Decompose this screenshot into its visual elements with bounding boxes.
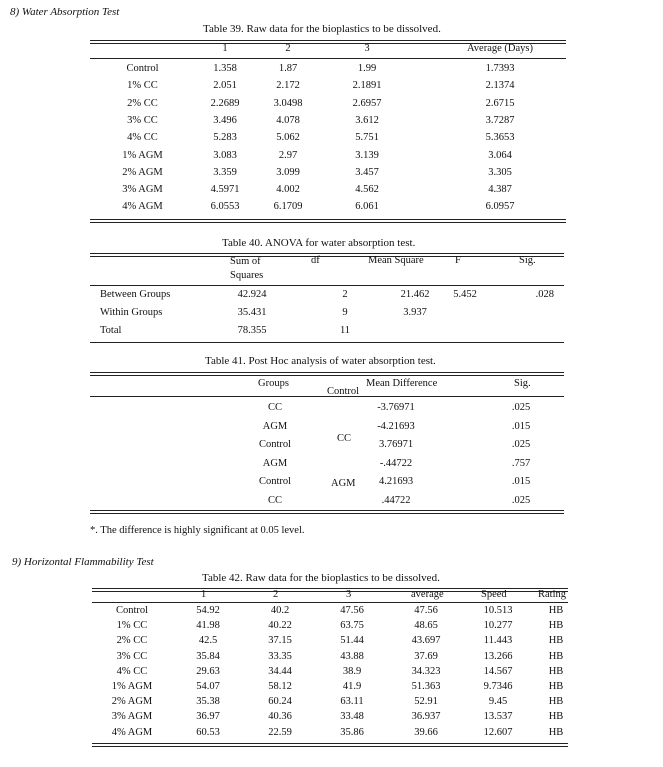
table-41-top-rule: [90, 372, 564, 376]
table-42: [92, 603, 568, 740]
table-42-cell: 63.11: [340, 696, 364, 708]
table-41-row: [90, 492, 564, 511]
table-41-group-label-agm: AGM: [331, 478, 356, 489]
table-42-header-2: 2: [273, 589, 279, 600]
table-42-cell: HB: [548, 620, 564, 632]
table-42-cell: 60.24: [268, 696, 292, 708]
table-40-caption: Table 40. ANOVA for water absorption test.: [222, 237, 416, 249]
table-42-row: [92, 709, 568, 724]
table-40-header-sig: Sig.: [519, 255, 536, 266]
table-42-cell: 4% CC: [116, 665, 148, 677]
table-41-cell: .015: [511, 420, 531, 432]
table-39-cell: 2.2689: [210, 97, 240, 109]
table-39-row: [90, 198, 566, 215]
table-42-cell: 40.36: [268, 711, 292, 723]
table-42-cell: 51.363: [411, 681, 441, 692]
table-39-header-rule: [90, 58, 566, 59]
table-42-cell: 35.38: [196, 696, 220, 708]
table-39-cell: 1.7393: [485, 63, 515, 74]
table-42-cell: 43.697: [411, 635, 441, 647]
table-42-cell: 54.92: [196, 605, 220, 616]
table-39-cell: 4% CC: [127, 132, 158, 144]
table-41-cell: .015: [511, 476, 531, 488]
table-42-cell: 33.35: [268, 650, 292, 662]
table-42-cell: 58.12: [268, 681, 292, 692]
table-40-cell: 9: [342, 307, 348, 318]
table-42-row: [92, 618, 568, 633]
table-39-cell: 4.387: [488, 184, 512, 196]
table-42-cell: 36.937: [411, 711, 441, 723]
table-41-cell: AGM: [262, 420, 288, 432]
table-39-cell: 5.3653: [485, 132, 515, 144]
table-42-cell: 13.537: [483, 711, 513, 723]
table-39-row: [90, 112, 566, 129]
table-39-row: [90, 129, 566, 146]
table-42-header-average: average: [411, 589, 444, 600]
table-42-cell: HB: [548, 711, 564, 723]
table-39-header-2: 2: [285, 43, 291, 54]
table-41-cell: CC: [267, 495, 282, 506]
table-41-cell: .025: [511, 439, 531, 451]
table-39-cell: 6.1709: [273, 201, 303, 213]
table-40-cell: 42.924: [237, 289, 267, 300]
table-39-cell: 6.061: [355, 201, 379, 213]
table-40-header-sum: [230, 255, 263, 283]
table-39-cell: 4.5971: [210, 184, 240, 196]
table-40-header-sum-line2: Squares: [230, 270, 264, 281]
table-40-cell: Between Groups: [100, 289, 171, 300]
table-39-cell: 5.751: [355, 132, 379, 144]
table-42-cell: HB: [548, 726, 564, 738]
table-42-cell: 37.15: [268, 635, 292, 647]
table-42-cell: 36.97: [196, 711, 220, 723]
table-42-cell: 2% AGM: [111, 696, 153, 708]
table-40-cell: Total: [100, 325, 122, 336]
table-40-cell: 2: [342, 289, 348, 300]
table-42-cell: 47.56: [414, 605, 438, 616]
table-42-cell: 60.53: [196, 726, 220, 738]
table-41-cell: -3.76971: [377, 402, 415, 413]
table-39-cell: 4.562: [355, 184, 379, 196]
table-39-header-3: 3: [364, 43, 370, 54]
table-39-row: [90, 77, 566, 94]
table-39-caption: Table 39. Raw data for the bioplastics to be dissolved.: [203, 23, 441, 35]
table-41-row: [90, 418, 564, 437]
table-40-cell: 78.355: [237, 325, 267, 336]
table-39-row: [90, 95, 566, 112]
table-42-cell: 40.22: [268, 620, 292, 632]
table-42-bottom-rule: [92, 743, 568, 747]
table-39-cell: 6.0553: [210, 201, 240, 213]
table-39-cell: 3% CC: [127, 114, 158, 126]
table-39-cell: 5.062: [276, 132, 300, 144]
table-41-row: [90, 399, 564, 418]
table-39-cell: 3.083: [213, 149, 237, 161]
table-39: [90, 44, 566, 224]
table-42-cell: 52.91: [414, 696, 438, 708]
table-41-bottom-rule: [90, 510, 564, 514]
table-39-cell: 5.283: [213, 132, 237, 144]
table-42-cell: 33.48: [340, 711, 364, 723]
table-42-cell: 10.513: [483, 605, 513, 616]
table-42-cell: 35.84: [196, 650, 220, 662]
table-42-header-1: 1: [201, 589, 207, 600]
table-41-cell: .44722: [381, 495, 411, 506]
table-41-cell: AGM: [262, 457, 288, 469]
table-40-cell: 35.431: [237, 307, 267, 318]
table-39-cell: 2% CC: [127, 97, 158, 109]
table-40-row: [90, 286, 564, 304]
table-42-cell: 3% AGM: [111, 711, 153, 723]
table-42-header-3: 3: [346, 589, 352, 600]
table-42-cell: 22.59: [268, 726, 292, 738]
table-41-cell: Control: [258, 439, 292, 451]
table-39-cell: 2.6715: [485, 97, 515, 109]
table-42-cell: 29.63: [196, 665, 220, 677]
table-42-cell: HB: [548, 681, 564, 692]
table-39-header-average: Average (Days): [467, 43, 533, 54]
table-42-cell: HB: [548, 635, 564, 647]
table-42-cell: 47.56: [340, 605, 364, 616]
table-39-cell: 2.6957: [352, 97, 382, 109]
table-39-cell: 3.496: [213, 114, 237, 126]
table-42-cell: 40.2: [270, 605, 290, 616]
table-42-cell: 63.75: [340, 620, 364, 632]
table-39-cell: 1.87: [278, 63, 298, 74]
table-42-cell: 12.607: [483, 726, 513, 738]
table-40-row: [90, 322, 564, 340]
table-39-cell: 3.064: [488, 149, 512, 161]
table-39-row: [90, 147, 566, 164]
table-41: [90, 399, 564, 513]
table-42-row: [92, 603, 568, 618]
table-40-header-mean-square: Mean Square: [368, 255, 424, 266]
table-42-cell: 9.45: [488, 696, 508, 708]
table-41-cell: -4.21693: [377, 420, 415, 432]
table-39-cell: 2.1374: [485, 80, 515, 92]
table-39-row: [90, 164, 566, 181]
table-42-cell: 41.98: [196, 620, 220, 632]
table-42-cell: 38.9: [342, 665, 362, 677]
table-40-bottom-rule: [90, 342, 564, 343]
table-42-cell: 4% AGM: [111, 726, 153, 738]
table-42-cell: 11.443: [483, 635, 513, 647]
table-39-cell: 4.002: [276, 184, 300, 196]
table-42-cell: HB: [548, 605, 564, 616]
table-41-cell: .757: [511, 457, 531, 469]
table-39-cell: 3.099: [276, 166, 300, 178]
table-39-cell: 2.051: [213, 80, 237, 92]
table-41-cell: Control: [258, 476, 292, 488]
table-42-cell: Control: [115, 605, 149, 616]
table-41-row: [90, 473, 564, 492]
table-39-cell: 1% AGM: [122, 149, 163, 161]
table-42-cell: 13.266: [483, 650, 513, 662]
table-42-cell: 14.567: [483, 665, 513, 677]
table-41-caption: Table 41. Post Hoc analysis of water absorption test.: [205, 355, 436, 367]
table-39-cell: 3.612: [355, 114, 379, 126]
table-42-cell: 43.88: [340, 650, 364, 662]
table-41-header-mean-difference: Mean Difference: [366, 378, 438, 389]
table-40-top-rule: [90, 253, 564, 257]
table-39-cell: Control: [126, 63, 159, 74]
table-41-cell: 4.21693: [378, 476, 414, 488]
table-39-row: [90, 181, 566, 198]
table-42-cell: 34.44: [268, 665, 292, 677]
table-39-cell: 4% AGM: [122, 201, 163, 213]
table-41-header-control: Control: [327, 386, 360, 397]
table-39-bottom-rule: [90, 219, 566, 223]
table-40-header-f: F: [455, 255, 461, 266]
table-41-group-label-cc: CC: [337, 433, 352, 444]
table-42-cell: 35.86: [340, 726, 364, 738]
table-39-cell: 1.99: [357, 63, 377, 74]
table-41-row: [90, 436, 564, 455]
table-40-header-sum-line1: Sum of: [230, 256, 261, 267]
table-42-row: [92, 694, 568, 709]
table-42-header-rating: Rating: [538, 589, 566, 600]
table-42-header-speed: Speed: [481, 589, 507, 600]
table-41-cell: .025: [511, 495, 531, 506]
table-39-cell: 2.172: [276, 80, 300, 92]
table-42-row: [92, 649, 568, 664]
table-42-cell: 1% CC: [116, 620, 148, 632]
table-39-header-1: 1: [222, 43, 228, 54]
table-42-row: [92, 679, 568, 694]
table-40-cell: 3.937: [403, 307, 427, 318]
table-39-cell: 3.359: [213, 166, 237, 178]
table-42-row: [92, 725, 568, 740]
table-42-cell: HB: [548, 696, 564, 708]
table-39-cell: 1% CC: [127, 80, 158, 92]
table-41-cell: -.44722: [379, 457, 413, 469]
table-42-cell: 48.65: [414, 620, 438, 632]
table-39-cell: 6.0957: [485, 201, 515, 213]
table-39-cell: 3.305: [488, 166, 512, 178]
table-40: [90, 286, 564, 342]
table-41-footnote: *. The difference is highly significant at 0.05 level.: [90, 525, 305, 536]
table-39-cell: 3.7287: [485, 114, 515, 126]
table-41-cell: CC: [267, 402, 282, 413]
table-41-header-rule: [90, 396, 564, 397]
table-42-cell: 10.277: [483, 620, 513, 632]
table-39-cell: 2.1891: [352, 80, 382, 92]
table-42-cell: 34.323: [411, 665, 441, 677]
table-42-caption: Table 42. Raw data for the bioplastics to be dissolved.: [202, 572, 440, 584]
table-41-header-groups: Groups: [258, 378, 289, 389]
table-41-cell: .025: [511, 402, 531, 413]
table-41-header-sig: Sig.: [514, 378, 531, 389]
table-41-row: [90, 455, 564, 474]
table-39-row: [90, 60, 566, 77]
table-42-cell: 3% CC: [116, 650, 148, 662]
table-39-cell: 3.457: [355, 166, 379, 178]
table-42-cell: 41.9: [342, 681, 362, 692]
table-40-cell: 5.452: [453, 289, 477, 300]
table-42-cell: 51.44: [340, 635, 364, 647]
table-40-row: [90, 304, 564, 322]
table-42-cell: 37.69: [414, 650, 438, 662]
table-39-cell: 3% AGM: [122, 184, 163, 196]
table-42-cell: HB: [548, 665, 564, 677]
section-heading-water-absorption: 8) Water Absorption Test: [10, 6, 120, 18]
table-42-cell: 42.5: [198, 635, 218, 647]
table-40-header-df: df: [311, 255, 320, 266]
table-40-cell: 21.462: [400, 289, 430, 300]
table-40-cell: Within Groups: [100, 307, 163, 318]
table-42-cell: 1% AGM: [111, 681, 153, 692]
table-40-cell: 11: [339, 325, 351, 336]
table-39-cell: 2% AGM: [122, 166, 163, 178]
table-39-cell: 4.078: [276, 114, 300, 126]
table-39-cell: 1.358: [213, 63, 237, 74]
table-41-cell: 3.76971: [378, 439, 414, 451]
table-42-row: [92, 633, 568, 648]
table-42-cell: 39.66: [414, 726, 438, 738]
table-42-cell: HB: [548, 650, 564, 662]
table-39-cell: 2.97: [278, 149, 298, 161]
table-42-row: [92, 664, 568, 679]
table-39-cell: 3.139: [355, 149, 379, 161]
section-heading-horizontal-flammability: 9) Horizontal Flammability Test: [12, 556, 154, 568]
table-40-cell: .028: [535, 289, 554, 300]
table-39-header-row: [90, 41, 566, 57]
table-42-cell: 2% CC: [116, 635, 148, 647]
table-39-cell: 3.0498: [273, 97, 303, 109]
table-42-cell: 54.07: [196, 681, 220, 692]
table-42-cell: 9.7346: [483, 681, 513, 692]
